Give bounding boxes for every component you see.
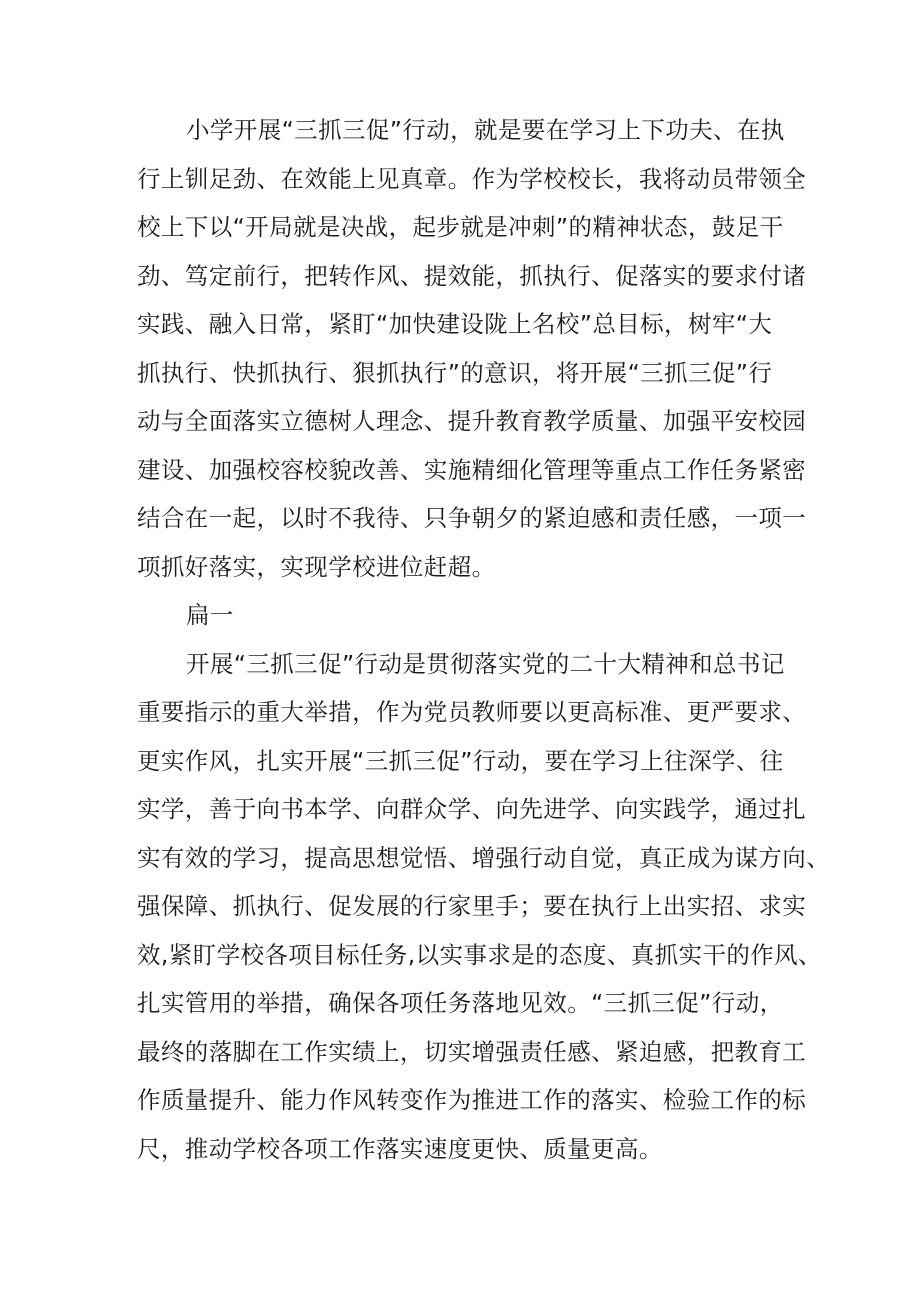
paragraph-2-line-11: 尺，推动学校各项工作落实速度更快、质量更高。 xyxy=(137,1135,663,1163)
paragraph-1-line-3: 校上下以“开局就是决战，起步就是冲刺”的精神状态，鼓足干 xyxy=(137,213,784,241)
paragraph-1-line-4: 劲、笃定前行，把转作风、提效能，抓执行、促落实的要求付诸 xyxy=(137,262,807,290)
paragraph-2-line-2: 重要指示的重大举措，作为党员教师要以更高标准、更严要求、 xyxy=(137,698,807,726)
paragraph-2-line-7: 效,紧盯学校各项目标任务,以实事求是的态度、真抓实干的作风、 xyxy=(137,941,822,969)
paragraph-2-line-9: 最终的落脚在工作实绩上，切实增强责任感、紧迫感，把教育工 xyxy=(137,1038,807,1066)
paragraph-1-line-8: 建设、加强校容校貌改善、实施精细化管理等重点工作任务紧密 xyxy=(137,456,807,484)
paragraph-2-line-8: 扎实管用的举措，确保各项任务落地见效。“三抓三促”行动， xyxy=(137,989,784,1017)
paragraph-1-line-5: 实践、融入日常，紧盯“加快建设陇上名校”总目标，树牢“大 xyxy=(137,310,773,338)
paragraph-1-line-10: 项抓好落实，实现学校进位赶超。 xyxy=(137,553,496,581)
paragraph-2-line-10: 作质量提升、能力作风转变作为推进工作的落实、检验工作的标 xyxy=(137,1086,807,1114)
paragraph-2-line-5: 实有效的学习，提高思想觉悟、增强行动自觉，真正成为谋方向、 xyxy=(137,844,831,872)
paragraph-1-line-9: 结合在一起，以时不我待、只争朝夕的紧迫感和责任感，一项一 xyxy=(137,504,807,532)
paragraph-1-line-1: 小学开展“三抓三促”行动，就是要在学习上下功夫、在执 xyxy=(186,116,785,144)
paragraph-1-line-7: 动与全面落实立德树人理念、提升教育教学质量、加强平安校园 xyxy=(137,407,807,435)
paragraph-1-line-2: 行上钏足劲、在效能上见真章。作为学校校长，我将动员带领全 xyxy=(137,165,807,193)
paragraph-2-line-6: 强保障、抓执行、促发展的行家里手；要在执行上出实招、求实 xyxy=(137,892,807,920)
paragraph-1-line-6: 抓执行、快抓执行、狠抓执行”的意识，将开展“三抓三促”行 xyxy=(137,359,773,387)
paragraph-2-line-4: 实学，善于向书本学、向群众学、向先进学、向实践学，通过扎 xyxy=(137,795,807,823)
paragraph-2-line-3: 更实作风，扎实开展“三抓三促”行动，要在学习上往深学、往 xyxy=(137,747,784,775)
paragraph-2-line-1: 开展“三抓三促”行动是贯彻落实党的二十大精神和总书记 xyxy=(186,650,785,678)
section-label: 扁一 xyxy=(186,601,234,629)
